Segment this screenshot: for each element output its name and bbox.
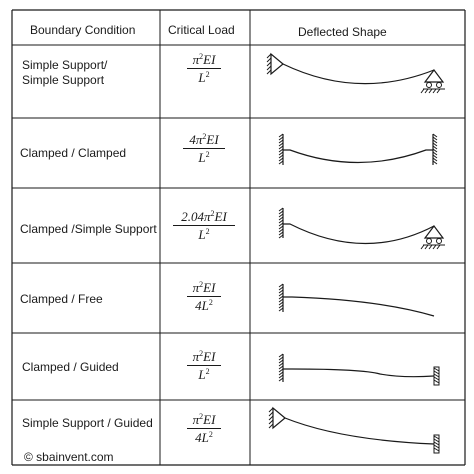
row-1-roller-support-hatch xyxy=(429,89,432,93)
row-3-load-denominator: $L^2$ xyxy=(198,227,210,242)
row-3-critical-load xyxy=(159,209,249,242)
row-1-roller-support-hatch xyxy=(437,89,440,93)
row-6-load-numerator: $\pi^2EI$ xyxy=(192,412,216,427)
row-1-load-numerator: $\pi^2EI$ xyxy=(192,52,216,67)
row-3-roller-support xyxy=(425,226,443,238)
row-4-deflected-shape xyxy=(283,297,434,316)
row-3-roller-support-wheel xyxy=(427,239,432,244)
row-3-roller-support-hatch xyxy=(437,245,440,249)
header-boundary-condition: Boundary Condition xyxy=(30,23,136,37)
row-2-critical-load xyxy=(159,132,249,165)
row-3-condition xyxy=(20,222,157,237)
row-1-roller-support-hatch xyxy=(433,89,436,93)
row-3-load-numerator: $2.04\pi^2EI$ xyxy=(181,209,227,224)
row-6-pin-support xyxy=(273,408,285,428)
row-4-load-numerator: $\pi^2EI$ xyxy=(192,280,216,295)
row-1-deflected-shape xyxy=(283,64,434,84)
row-2-condition-line-1: Clamped / Clamped xyxy=(20,146,127,160)
row-4-condition-line-1: Clamped / Free xyxy=(20,292,103,306)
row-1-roller-support-hatch xyxy=(425,89,428,93)
row-3-roller-support-hatch xyxy=(433,245,436,249)
row-4-critical-load xyxy=(159,280,249,313)
header-deflected-shape: Deflected Shape xyxy=(298,25,387,39)
row-1-load-denominator: $L^2$ xyxy=(198,70,210,85)
row-5-critical-load xyxy=(159,349,249,382)
header-critical-load: Critical Load xyxy=(168,23,235,37)
row-3-deflected-shape xyxy=(283,224,434,244)
row-3-roller-support-wheel xyxy=(437,239,442,244)
row-6-condition-line-1: Simple Support / Guided xyxy=(22,416,153,430)
row-1-condition-line-1: Simple Support/ xyxy=(22,58,108,72)
row-2-load-denominator: $L^2$ xyxy=(198,150,210,165)
row-1-roller-support-wheel xyxy=(437,83,442,88)
row-4-condition xyxy=(20,292,103,307)
row-2-deflected-shape xyxy=(283,150,433,163)
row-2-load-numerator: $4\pi^2EI$ xyxy=(189,132,219,147)
row-1-critical-load xyxy=(159,52,249,85)
row-6-critical-load xyxy=(159,412,249,445)
row-1-condition-line-2: Simple Support xyxy=(22,73,105,87)
row-5-condition xyxy=(22,360,119,375)
row-4-load-denominator: $4L^2$ xyxy=(195,298,213,313)
row-1-roller-support-hatch xyxy=(421,89,424,93)
row-1-pin-support xyxy=(271,54,283,74)
row-3-roller-support-hatch xyxy=(425,245,428,249)
row-5-deflected-shape xyxy=(283,369,434,377)
row-5-condition-line-1: Clamped / Guided xyxy=(22,360,119,374)
row-3-condition-line-1: Clamped /Simple Support xyxy=(20,222,157,236)
row-5-load-numerator: $\pi^2EI$ xyxy=(192,349,216,364)
row-6-deflected-shape xyxy=(285,418,434,444)
row-6-condition xyxy=(22,416,153,431)
row-1-condition xyxy=(22,58,107,88)
copyright-notice: © sbainvent.com xyxy=(24,450,114,464)
row-5-load-denominator: $L^2$ xyxy=(198,367,210,382)
row-1-roller-support-wheel xyxy=(427,83,432,88)
row-6-load-denominator: $4L^2$ xyxy=(195,430,213,445)
row-3-roller-support-hatch xyxy=(421,245,424,249)
row-3-roller-support-hatch xyxy=(429,245,432,249)
row-2-condition xyxy=(20,146,126,161)
